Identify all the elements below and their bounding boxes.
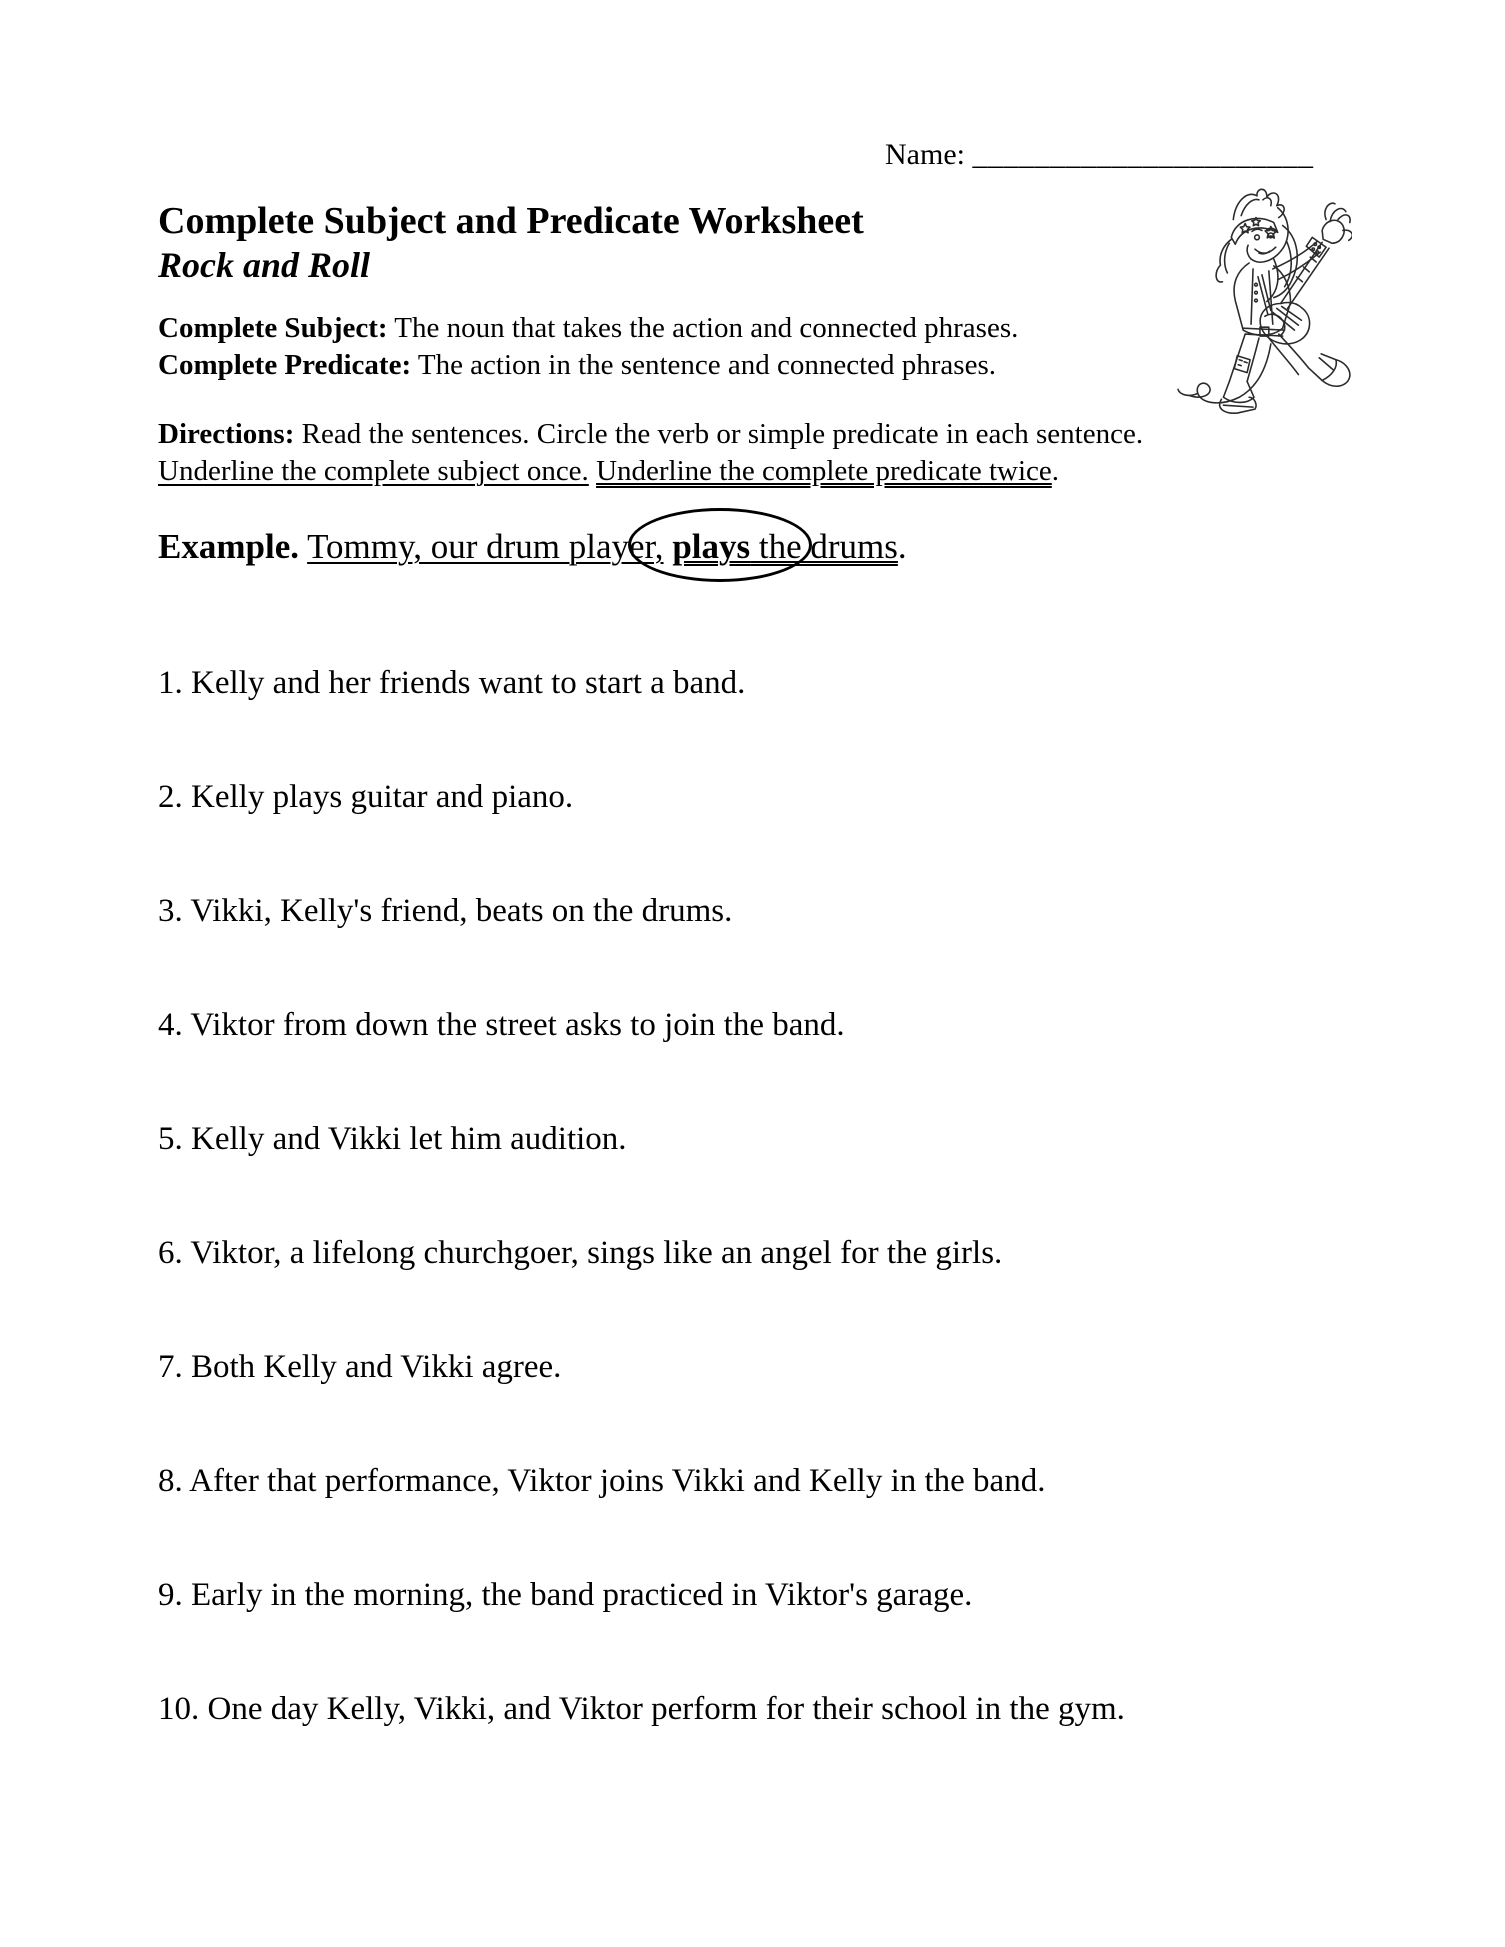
sentence-item-6: 6. Viktor, a lifelong churchgoer, sings like an angel for the girls. <box>158 1235 1003 1271</box>
sentence-item-4: 4. Viktor from down the street asks to join the band. <box>158 1007 845 1043</box>
definition-predicate-term: Complete Predicate: <box>158 349 412 381</box>
circled-verb: plays <box>672 527 751 566</box>
directions-label: Directions: <box>158 418 295 450</box>
sentence-item-7: 7. Both Kelly and Vikki agree. <box>158 1349 562 1385</box>
directions-period: . <box>1051 455 1060 487</box>
sentence-item-2: 2. Kelly plays guitar and piano. <box>158 779 574 815</box>
example-predicate <box>672 527 898 566</box>
name-blank-line[interactable]: ______________________ <box>972 138 1314 171</box>
directions-text: Read the sentences. Circle the verb or simple predicate in each sentence. <box>294 418 1144 450</box>
definition-predicate-text: The action in the sentence and connected phrases. <box>411 349 996 381</box>
name-line <box>885 138 1313 172</box>
sentence-item-5: 5. Kelly and Vikki let him audition. <box>158 1121 627 1157</box>
sentence-list <box>158 662 1368 1730</box>
definition-subject-text: The noun that takes the action and connected phrases. <box>387 312 1019 344</box>
definition-subject-term: Complete Subject: <box>158 312 388 344</box>
sentence-item-1: 1. Kelly and her friends want to start a band. <box>158 665 746 701</box>
page-title: Complete Subject and Predicate Worksheet <box>158 200 864 242</box>
worksheet-content <box>158 198 1368 1802</box>
sentence-item-10: 10. One day Kelly, Vikki, and Viktor perform for their school in the gym. <box>158 1691 1125 1727</box>
directions-underline-once: Underline the complete subject once. <box>158 455 589 487</box>
example-predicate-rest: the drums <box>750 527 898 566</box>
directions-block <box>158 416 1368 490</box>
example-label: Example. <box>158 527 299 566</box>
definitions-block <box>158 310 1368 384</box>
sentence-item-9: 9. Early in the morning, the band practiced in Viktor's garage. <box>158 1577 973 1613</box>
directions-underline-twice: Underline the complete predicate twice <box>596 455 1052 487</box>
name-label: Name: <box>885 138 965 171</box>
example-sentence <box>158 524 1368 570</box>
sentence-item-3: 3. Vikki, Kelly's friend, beats on the drums. <box>158 893 733 929</box>
sentence-item-8: 8. After that performance, Viktor joins Vikki and Kelly in the band. <box>158 1463 1046 1499</box>
example-period: . <box>897 527 907 566</box>
example-subject: Tommy, our drum player, <box>307 527 664 566</box>
page-subtitle: Rock and Roll <box>158 245 371 285</box>
